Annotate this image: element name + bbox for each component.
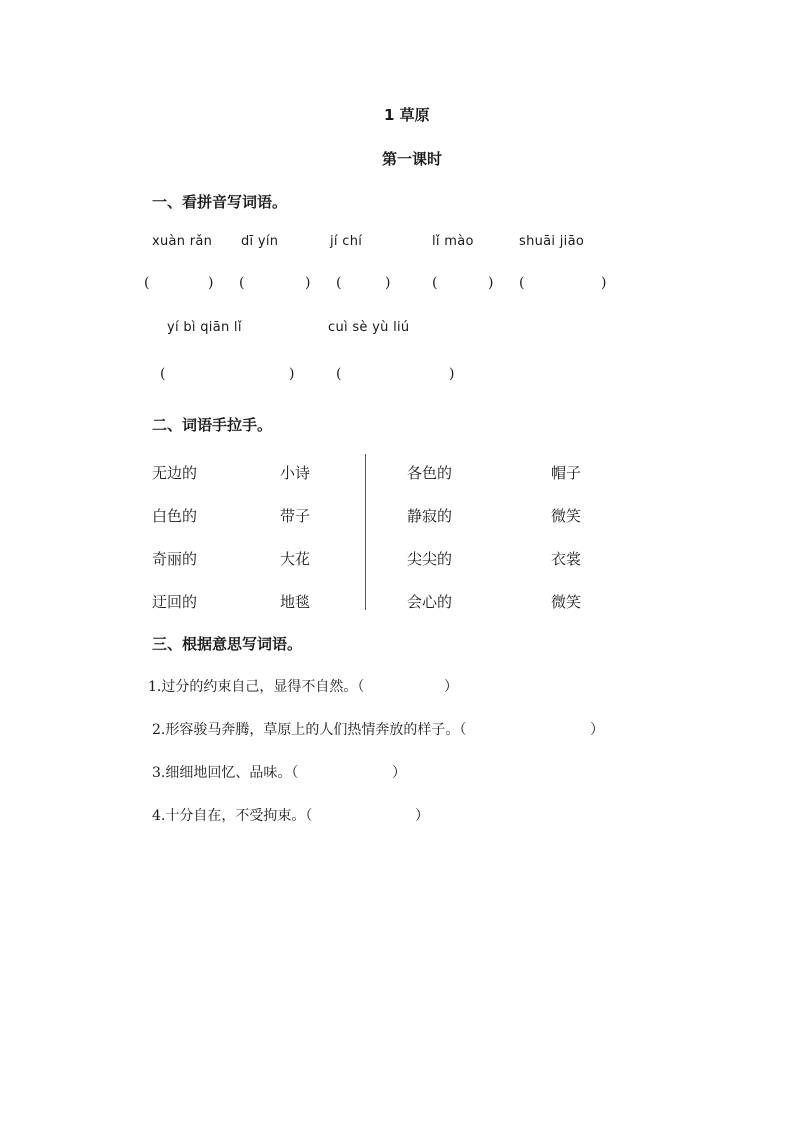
answer-blank-7-open: ( [336, 366, 342, 382]
match-left-target-2: 带子 [280, 507, 311, 525]
column-divider [365, 454, 366, 610]
pinyin-7: cuì sè yù liú [328, 320, 410, 335]
pinyin-6: yí bì qiān lǐ [167, 320, 242, 335]
answer-blank-2-close: ) [305, 275, 311, 291]
question-2: 2.形容骏马奔腾，草原上的人们热情奔放的样子。（ [152, 722, 467, 738]
question-4-close: ） [415, 808, 429, 824]
match-right-target-4: 微笑 [551, 593, 582, 611]
answer-blank-6-close: ) [289, 366, 295, 382]
question-3-close: ） [392, 765, 406, 781]
answer-blank-7-close: ) [449, 366, 455, 382]
pinyin-2: dī yín [241, 234, 279, 249]
question-3: 3.细细地回忆、品味。（ [152, 765, 299, 781]
question-1: 1.过分的约束自己，显得不自然。（ [148, 679, 365, 695]
section3-heading: 三、根据意思写词语。 [152, 635, 303, 653]
pinyin-4: lǐ mào [432, 234, 474, 249]
page-subtitle: 第一课时 [382, 150, 443, 168]
question-1-close: ） [444, 679, 458, 695]
pinyin-1: xuàn rǎn [152, 234, 213, 249]
match-right-target-3: 衣裳 [551, 550, 582, 568]
match-left-word-2: 白色的 [152, 507, 198, 525]
answer-blank-1-open: ( [144, 275, 150, 291]
answer-blank-5-close: ) [601, 275, 607, 291]
match-right-word-2: 静寂的 [407, 507, 453, 525]
question-2-close: ） [590, 722, 604, 738]
match-left-word-4: 迂回的 [152, 593, 198, 611]
match-right-word-3: 尖尖的 [407, 550, 453, 568]
match-right-target-2: 微笑 [551, 507, 582, 525]
match-right-target-1: 帽子 [551, 464, 582, 482]
answer-blank-5-open: ( [519, 275, 525, 291]
match-left-word-3: 奇丽的 [152, 550, 198, 568]
match-right-word-1: 各色的 [407, 464, 453, 482]
answer-blank-4-open: ( [432, 275, 438, 291]
match-left-word-1: 无边的 [152, 464, 198, 482]
answer-blank-1-close: ) [208, 275, 214, 291]
answer-blank-6-open: ( [160, 366, 166, 382]
answer-blank-4-close: ) [488, 275, 494, 291]
answer-blank-3-open: ( [336, 275, 342, 291]
question-4: 4.十分自在，不受拘束。（ [152, 808, 313, 824]
pinyin-5: shuāi jiāo [519, 234, 585, 249]
match-left-target-3: 大花 [280, 550, 311, 568]
match-right-word-4: 会心的 [407, 593, 453, 611]
answer-blank-3-close: ) [385, 275, 391, 291]
match-left-target-1: 小诗 [280, 464, 311, 482]
pinyin-3: jí chí [330, 234, 363, 249]
section2-heading: 二、词语手拉手。 [152, 416, 273, 434]
answer-blank-2-open: ( [239, 275, 245, 291]
page-title: 1 草原 [384, 106, 430, 124]
match-left-target-4: 地毯 [280, 593, 311, 611]
section1-heading: 一、看拼音写词语。 [152, 193, 288, 211]
